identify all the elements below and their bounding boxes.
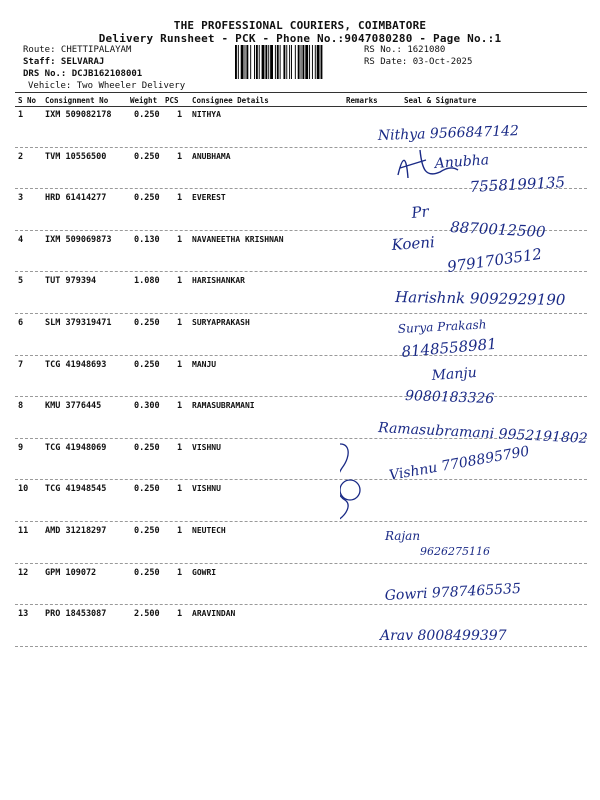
signature-2-phone: 7558199135 [469,173,566,196]
drs-number: DRS No.: DCJB162108001 [23,69,143,79]
row-pcs: 1 [177,110,183,120]
courier-seal-stamp [340,480,360,500]
handwritten-signatures [340,0,600,800]
row-consignment: GPM 109072 [45,567,97,578]
row-weight: 0.300 [134,401,160,412]
signature-4-name: Koeni [391,233,436,254]
row-sno: 3 [18,193,24,204]
row-pcs: 1 [177,276,183,287]
row-weight: 0.250 [134,193,160,204]
barcode-bar [280,45,281,79]
row-weight: 2.500 [134,609,160,620]
row-pcs: 1 [177,318,183,328]
col-remarks-header: Remarks [346,96,378,105]
barcode-bar [256,45,258,79]
row-consignment: PRO 18453087 [45,609,107,620]
barcode-bar [277,45,279,79]
barcode-bar [291,45,292,79]
route-label: Route: CHETTIPALAYAM [23,45,132,55]
row-sno: 12 [18,567,29,578]
row-sno: 13 [18,609,29,620]
row-consignee: VISHNU [192,442,221,452]
signature-5: Harishnk 9092929190 [394,288,566,309]
row-consignee: SURYAPRAKASH [192,318,250,327]
row-weight: 0.250 [134,318,160,328]
barcode-bar [250,45,251,79]
signature-11-phone: 9626275116 [420,545,490,558]
row-consignee: GOWRI [192,567,217,577]
barcode-bar [246,45,248,79]
row-pcs: 1 [177,401,183,412]
barcode-bar [317,45,320,79]
row-pcs: 1 [177,151,183,162]
row-pcs: 1 [177,484,183,495]
col-consignment-header: Consignment No [45,96,109,105]
row-weight: 0.250 [134,359,160,370]
row-pcs: 1 [177,442,183,453]
signature-6-phone: 8148558981 [400,334,498,361]
row-consignment: IXM 509069873 [45,234,112,245]
barcode-bar [283,45,285,79]
rs-number: RS No.: 1621080 [364,45,446,55]
row-consignment: KMU 3776445 [45,401,102,412]
col-pcs-header: PCS [165,96,179,105]
barcode-bar [235,45,237,79]
signature-12: Gowri 9787465535 [384,580,522,604]
signature-2-name: Anubha [434,152,490,172]
row-consignment: TCG 41948545 [45,484,107,495]
signature-3-phone: 8870012500 [449,218,547,241]
signature-3-name: Pr [410,202,430,222]
row-weight: 0.250 [134,567,160,578]
row-sno: 9 [18,442,24,453]
runsheet-subtitle: Delivery Runsheet - PCK - Phone No.:9047080280 - Page No.:1 [98,32,502,45]
row-weight: 0.250 [134,110,160,120]
row-sno: 8 [18,401,24,412]
row-weight: 0.250 [134,484,160,495]
row-pcs: 1 [177,526,183,536]
barcode-bar [265,45,267,79]
row-consignee: ARAVINDAN [192,609,236,619]
barcode-bar [309,45,310,79]
row-weight: 0.250 [134,526,160,536]
vehicle-label: Vehicle: Two Wheeler Delivery [28,81,186,91]
row-consignee: RAMASUBRAMANI [192,401,255,411]
col-weight-header: Weight [130,96,158,105]
barcode-bar [275,45,276,79]
signature-4-phone: 9791703512 [446,244,544,276]
barcode-bar [268,45,269,79]
barcode-bar [259,45,260,79]
signature-7-phone: 9080183326 [404,388,495,408]
signature-1: Nithya 9566847142 [377,123,520,144]
row-weight: 1.080 [134,276,160,287]
row-pcs: 1 [177,193,183,204]
barcode-bar [298,45,300,79]
barcode-bar [245,45,246,79]
row-consignee: ANUBHAMA [192,151,231,161]
row-consignment: TCG 41948693 [45,359,107,370]
row-consignee: VISHNU [192,484,221,494]
row-consignment: TVM 10556500 [45,151,107,162]
signature-13: Arav 8008499397 [380,628,507,644]
col-consignee-header: Consignee Details [192,96,269,105]
barcode-bar [262,45,265,79]
barcode-bar [301,45,302,79]
barcode-bar [312,45,313,79]
signature-8: Ramasubramani 9952191802 [377,420,589,447]
row-consignment: HRD 61414277 [45,193,107,204]
row-weight: 0.250 [134,151,160,162]
col-sno-header: S No [18,96,37,105]
row-sno: 1 [18,110,24,120]
company-name: THE PROFESSIONAL COURIERS, COIMBATORE [173,19,427,32]
row-pcs: 1 [177,609,183,620]
row-consignment: SLM 379319471 [45,318,112,328]
barcode-bar [305,45,308,79]
row-consignee: HARISHANKAR [192,276,245,286]
barcode-bar [321,45,323,79]
row-sno: 4 [18,234,24,245]
barcode-bar [302,45,304,79]
barcode-bar [295,45,296,79]
row-pcs: 1 [177,234,183,245]
row-consignee: MANJU [192,359,217,369]
row-pcs: 1 [177,567,183,578]
signature-9-10: Vishnu 7708895790 [387,443,531,484]
barcode-bar [238,45,239,79]
row-consignee: NAVANEETHA KRISHNAN [192,234,284,244]
row-pcs: 1 [177,359,183,370]
barcode-bar [286,45,287,79]
row-consignee: NITHYA [192,110,221,119]
row-consignment: IXM 509082178 [45,110,112,120]
row-sno: 10 [18,484,29,495]
signature-7-name: Manju [431,364,478,384]
staff-label: Staff: SELVARAJ [23,57,105,67]
row-consignment: TUT 979394 [45,276,97,287]
row-sno: 7 [18,359,24,370]
rs-date: RS Date: 03-Oct-2025 [364,57,473,67]
barcode-bar [270,45,273,79]
row-consignment: TCG 41948069 [45,442,107,453]
row-sno: 2 [18,151,24,162]
barcode-bar [241,45,244,79]
col-seal-header: Seal & Signature [404,96,477,105]
barcode-bar [254,45,255,79]
row-weight: 0.250 [134,442,160,453]
signature-11-name: Rajan [385,529,421,543]
signature-6-name: Surya Prakash [397,317,487,336]
barcode-bar [289,45,290,79]
row-sno: 6 [18,318,24,328]
row-sno: 11 [18,526,29,536]
row-consignee: EVEREST [192,193,226,203]
row-consignment: AMD 31218297 [45,526,107,536]
barcode-bar [315,45,316,79]
row-sno: 5 [18,276,24,287]
row-consignee: NEUTECH [192,526,226,535]
row-weight: 0.130 [134,234,160,245]
